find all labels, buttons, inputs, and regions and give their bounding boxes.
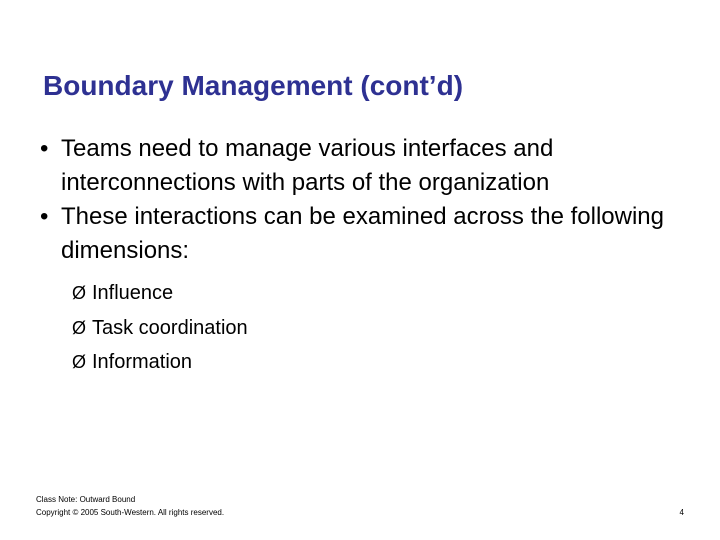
sub-bullet-item	[72, 276, 248, 311]
arrow-icon: Ø	[72, 352, 87, 372]
bullet-text: Teams need to manage various interfaces and interconnections with parts of the organization	[61, 135, 554, 196]
sub-bullet-item	[72, 311, 248, 346]
arrow-icon: Ø	[72, 317, 87, 338]
slide-title: Boundary Management (cont’d)	[43, 70, 464, 101]
page-number: 4	[679, 508, 684, 517]
bullet-list	[40, 132, 680, 268]
bullet-icon: •	[40, 203, 49, 230]
sub-bullet-text: Influence	[92, 282, 174, 304]
sub-bullet-list	[72, 276, 248, 380]
bullet-item	[40, 132, 680, 200]
arrow-icon: Ø	[72, 283, 87, 303]
sub-bullet-text: Information	[92, 351, 193, 373]
footer-copyright: Copyright © 2005 South-Western. All rights reserved.	[36, 508, 225, 517]
footer-class-note: Class Note: Outward Bound	[36, 495, 136, 504]
sub-bullet-item	[72, 345, 248, 380]
sub-bullet-text: Task coordination	[92, 316, 248, 339]
bullet-icon: •	[40, 135, 49, 162]
bullet-item	[40, 200, 680, 268]
bullet-text: These interactions can be examined across the following dimensions:	[61, 203, 664, 264]
